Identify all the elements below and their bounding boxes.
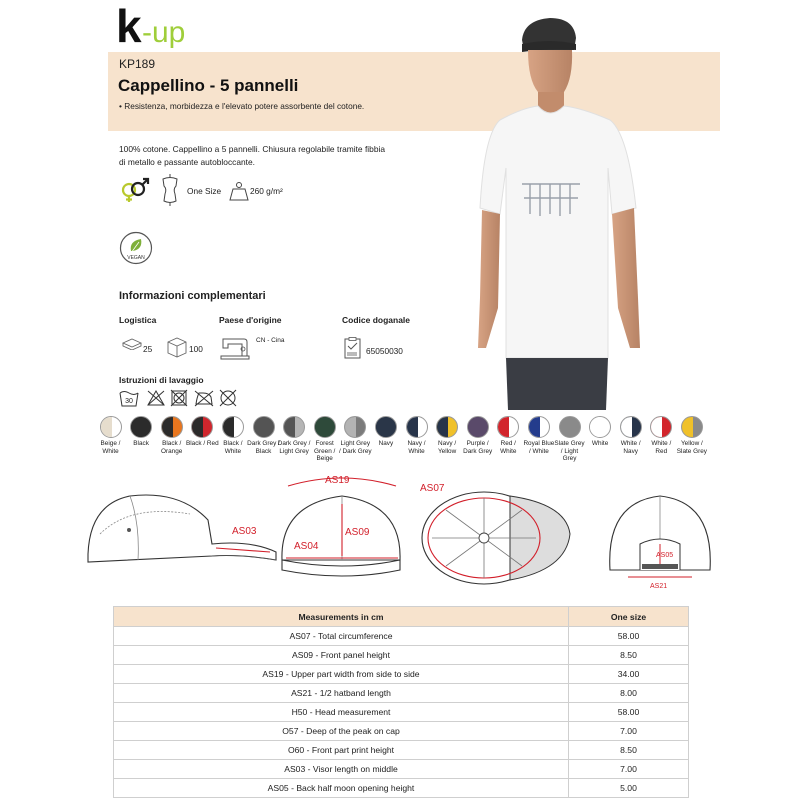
measurement-value: 5.00: [569, 779, 689, 798]
pack-small-value: 25: [143, 344, 153, 354]
as21-label: AS21: [650, 583, 668, 590]
color-swatch[interactable]: [94, 416, 127, 455]
table-row: [114, 741, 689, 760]
measurement-name: AS03 - Visor length on middle: [114, 760, 569, 779]
table-row: [114, 646, 689, 665]
origin-heading: Paese d'origine: [219, 315, 282, 325]
color-name: Black / Red: [185, 440, 219, 447]
measurement-value: 7.00: [569, 722, 689, 741]
kup-logo: [116, 2, 186, 50]
bag-pack-icon: [122, 338, 142, 350]
measurement-name: AS07 - Total circumference: [114, 627, 569, 646]
no-bleach-icon: [148, 391, 164, 405]
header-one-size: One size: [569, 607, 689, 627]
color-name: Slate Grey / Light Grey: [554, 440, 585, 463]
color-swatch[interactable]: [216, 416, 249, 455]
no-dry-clean-icon: [220, 390, 236, 406]
color-swatch[interactable]: [492, 416, 525, 455]
table-row: [114, 779, 689, 798]
measurement-value: 8.00: [569, 684, 689, 703]
logistics-heading: Logistica: [119, 315, 157, 325]
color-name: Black: [133, 440, 149, 447]
size-label: One Size: [187, 186, 222, 196]
color-name: Navy / White: [407, 440, 426, 455]
measurement-value: 58.00: [569, 703, 689, 722]
color-dot: [130, 416, 152, 438]
color-dot: [222, 416, 244, 438]
cap-back-view: [610, 496, 711, 590]
table-row: [114, 684, 689, 703]
color-swatch[interactable]: [553, 416, 586, 463]
wash-30-icon: [120, 392, 138, 407]
color-dot: [589, 416, 611, 438]
color-name: White: [591, 440, 609, 447]
svg-text:-up: -up: [142, 16, 186, 49]
color-dot: [559, 416, 581, 438]
color-dot: [650, 416, 672, 438]
color-swatch[interactable]: [584, 416, 617, 448]
color-swatch[interactable]: [431, 416, 464, 455]
color-name: Forest Green / Beige: [314, 440, 336, 463]
header-measurement: Measurements in cm: [114, 607, 569, 627]
color-swatch[interactable]: [645, 416, 678, 455]
measurement-value: 7.00: [569, 760, 689, 779]
measurement-value: 58.00: [569, 627, 689, 646]
customs-heading: Codice doganale: [342, 315, 411, 325]
color-swatch[interactable]: [461, 416, 494, 455]
product-code: KP189: [119, 57, 156, 71]
cap-diagrams: [80, 474, 720, 594]
no-tumble-dry-icon: [171, 390, 187, 406]
as09-label: AS09: [345, 527, 370, 538]
origin-value: CN - Cina: [256, 337, 285, 344]
color-dot: [436, 416, 458, 438]
customs-document-icon: [344, 337, 361, 359]
as19-label: AS19: [325, 475, 350, 486]
table-row: [114, 703, 689, 722]
mannequin-icon: [159, 174, 181, 206]
color-dot: [253, 416, 275, 438]
color-name: Navy / Yellow: [437, 440, 457, 455]
weight-label: 260 g/m²: [250, 186, 283, 196]
color-dot: [283, 416, 305, 438]
color-name: Dark Grey / Black: [247, 440, 280, 455]
as05-label: AS05: [656, 552, 674, 559]
color-name: Red / White: [500, 440, 517, 455]
measurement-name: AS05 - Back half moon opening height: [114, 779, 569, 798]
color-swatch[interactable]: [614, 416, 647, 455]
color-swatch[interactable]: [155, 416, 188, 455]
color-dot: [406, 416, 428, 438]
wash-temp: 30: [125, 398, 133, 405]
color-name: Beige / White: [100, 440, 121, 455]
color-dot: [467, 416, 489, 438]
product-title: Cappellino - 5 pannelli: [118, 76, 299, 95]
measurement-value: 8.50: [569, 741, 689, 760]
cap-front-view: [282, 475, 400, 576]
color-swatch[interactable]: [339, 416, 372, 455]
color-name: Dark Grey / Light Grey: [277, 440, 311, 455]
product-subtitle: • Resistenza, morbidezza e l'elevato potere assorbente del cotone.: [119, 101, 365, 111]
color-swatch[interactable]: [125, 416, 158, 448]
table-row: [114, 665, 689, 684]
measurement-name: AS21 - 1/2 hatband length: [114, 684, 569, 703]
vegan-badge: [119, 231, 153, 265]
color-name: White / Navy: [620, 440, 641, 455]
table-row: [114, 760, 689, 779]
product-description: 100% cotone. Cappellino a 5 pannelli. Chiusura regolabile tramite fibbia di metallo e passante autobloccante.: [119, 144, 385, 167]
color-swatch[interactable]: [675, 416, 708, 455]
cap-side-view: [88, 495, 276, 562]
table-row: [114, 627, 689, 646]
color-swatches: [94, 416, 714, 476]
measurement-name: O57 - Deep of the peak on cap: [114, 722, 569, 741]
color-dot: [100, 416, 122, 438]
measurement-name: AS19 - Upper part width from side to side: [114, 665, 569, 684]
color-dot: [528, 416, 550, 438]
color-dot: [497, 416, 519, 438]
color-swatch[interactable]: [308, 416, 341, 463]
measurement-name: AS09 - Front panel height: [114, 646, 569, 665]
color-name: Yellow / Slate Grey: [676, 440, 707, 455]
color-dot: [191, 416, 213, 438]
color-name: Royal Blue / White: [523, 440, 555, 455]
color-dot: [314, 416, 336, 438]
unisex-icon: [119, 177, 151, 203]
as04-label: AS04: [294, 541, 319, 552]
measurement-name: H50 - Head measurement: [114, 703, 569, 722]
color-name: Black / White: [223, 440, 243, 455]
color-name: Navy: [378, 440, 394, 447]
sewing-machine-icon: [220, 334, 250, 360]
color-swatch[interactable]: [186, 416, 219, 448]
color-name: Black / Orange: [161, 440, 183, 455]
table-header-row: [114, 607, 689, 627]
color-name: Light Grey / Dark Grey: [338, 440, 372, 455]
svg-text:k: k: [116, 2, 142, 50]
color-swatch[interactable]: [278, 416, 311, 455]
no-iron-icon: [195, 391, 213, 406]
spec-icons: [119, 174, 389, 206]
measurement-value: 34.00: [569, 665, 689, 684]
table-row: [114, 722, 689, 741]
measurement-value: 8.50: [569, 646, 689, 665]
color-name: Purple / Dark Grey: [463, 440, 493, 455]
customs-value: 65050030: [366, 346, 403, 356]
color-dot: [681, 416, 703, 438]
washing-symbols: [119, 388, 259, 408]
color-name: White / Red: [651, 440, 672, 455]
box-icon: [166, 336, 188, 358]
measurement-name: O60 - Front part print height: [114, 741, 569, 760]
color-swatch[interactable]: [369, 416, 402, 448]
color-dot: [620, 416, 642, 438]
color-swatch[interactable]: [247, 416, 280, 455]
weight-icon: [229, 181, 249, 201]
color-dot: [344, 416, 366, 438]
measurements-table: [113, 606, 689, 798]
as07-label: AS07: [420, 483, 445, 494]
color-swatch[interactable]: [522, 416, 555, 455]
model-photo: [470, 8, 670, 410]
pack-box-value: 100: [189, 344, 203, 354]
color-dot: [161, 416, 183, 438]
cap-underside-view: [420, 483, 570, 584]
info-heading: Informazioni complementari: [119, 290, 266, 302]
color-dot: [375, 416, 397, 438]
as03-label: AS03: [232, 526, 257, 537]
washing-heading: Istruzioni di lavaggio: [119, 375, 204, 385]
vegan-label: VEGAN: [127, 255, 145, 261]
color-swatch[interactable]: [400, 416, 433, 455]
